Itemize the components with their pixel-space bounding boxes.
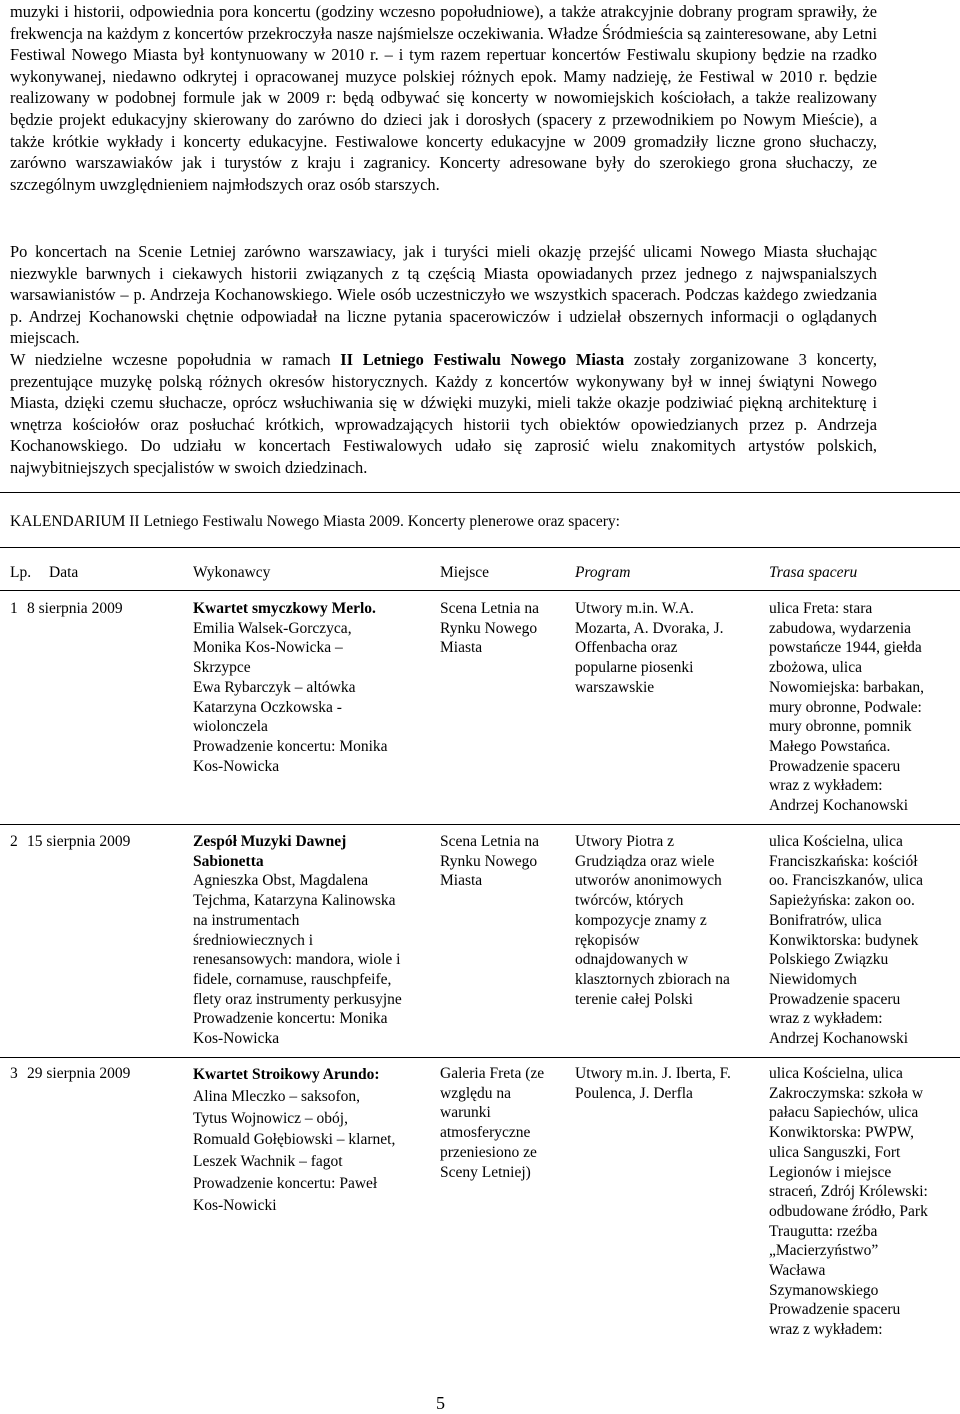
route-line: ulica Kościelna, ulica xyxy=(769,1065,903,1082)
route-line: wraz z wykładem: xyxy=(769,1010,883,1028)
place-line: Scena Letnia na xyxy=(440,833,539,850)
route-line: Andrzej Kochanowski xyxy=(769,797,909,815)
route-line: ulica Kościelna, ulica xyxy=(769,833,903,850)
route-line: ulica Freta: stara xyxy=(769,600,873,617)
route-line: Zakroczymska: szkoła w xyxy=(769,1084,924,1102)
performer-line: flety oraz instrumenty perkusyjne xyxy=(193,990,402,1008)
paragraph-concerts-start: W niedzielne wczesne popołudnia w ramach xyxy=(10,350,341,369)
route-line: oo. Franciszkanów, ulica xyxy=(769,872,923,890)
place-line: Scena Letnia na xyxy=(440,600,539,617)
performer-line: Emilia Walsek-Gorczyca, xyxy=(193,619,352,637)
header-program: Program xyxy=(575,564,631,581)
program-line: Mozarta, A. Dvoraka, J. xyxy=(575,619,724,637)
row-performers xyxy=(193,599,423,776)
performer-line: renesansowych: mandora, wiole i xyxy=(193,951,401,969)
performer-line: Katarzyna Oczkowska - xyxy=(193,698,342,716)
route-line: odbudowane źródło, Park xyxy=(769,1202,928,1220)
performer-line: wiolonczela xyxy=(193,718,268,736)
row-place xyxy=(440,832,565,891)
place-line: Rynku Nowego xyxy=(440,852,538,870)
performer-line: Prowadzenie koncertu: Monika xyxy=(193,737,388,755)
route-line: Franciszkańska: kościół xyxy=(769,852,918,870)
program-line: klasztornych zbiorach na xyxy=(575,970,730,988)
performer-line: średniowiecznych i xyxy=(193,931,314,949)
performer-line: Tejchma, Katarzyna Kalinowska xyxy=(193,892,396,910)
performer-line: Kos-Nowicka xyxy=(193,757,280,775)
route-line: zbożowa, ulica xyxy=(769,659,862,677)
route-line: „Macierzyństwo” xyxy=(769,1242,879,1260)
route-line: mury obronne, pomnik xyxy=(769,718,912,736)
header-date: Data xyxy=(49,564,79,581)
route-line: wraz z wykładem: xyxy=(769,1321,883,1339)
performers-title: Zespół Muzyki Dawnej Sabionetta xyxy=(193,833,347,870)
paragraph-concerts xyxy=(10,349,877,479)
route-line: Prowadzenie spaceru xyxy=(769,990,901,1008)
performer-line: Tytus Wojnowicz – obój, xyxy=(193,1109,348,1127)
place-line: Miasta xyxy=(440,639,483,657)
performer-line: Romuald Gołębiowski – klarnet, xyxy=(193,1131,396,1149)
table-header-divider xyxy=(0,590,960,591)
place-line: atmosferyczne xyxy=(440,1124,531,1142)
header-performers: Wykonawcy xyxy=(193,564,271,581)
program-line: terenie całej Polski xyxy=(575,990,693,1008)
row-route xyxy=(769,832,954,1049)
route-line: Szymanowskiego xyxy=(769,1281,879,1299)
route-line: Nowomiejska: barbakan, xyxy=(769,678,924,696)
row-date: 8 sierpnia 2009 xyxy=(27,600,123,617)
route-line: Prowadzenie spaceru xyxy=(769,757,901,775)
place-line: przeniesiono ze xyxy=(440,1143,537,1161)
table-row-divider-2 xyxy=(0,1057,960,1058)
festival-name-bold: II Letniego Festiwalu Nowego Miasta xyxy=(340,350,625,369)
program-line: rękopisów xyxy=(575,931,640,949)
route-line: Konwiktorska: PWPW, xyxy=(769,1124,914,1142)
paragraph-concerts-rest: zostały zorganizowane 3 koncerty, prezentujące muzykę polską różnych okresów historycznych. Każdy z koncertów wykonywany był w innej świątyni Nowego Miasta, dzięki czemu słuchacze, oprócz wsłuchiwania się w dźwięki muzyki, mieli także okazje podziwiać piękną architekturę i wnętrza kościołów oraz posłuchać krótkich, wprowadzających historii tych obiektów opowiedzianych przez p. Andrzeja Kochanowskiego. Do udziału w koncertach Festiwalowych udało się zaprosić wielu znakomitych artystów polskich, najwybitniejszych specjalistów w swoich dziedzinach. xyxy=(10,350,877,477)
program-line: Grudziądza oraz wiele xyxy=(575,852,715,870)
route-line: Prowadzenie spaceru xyxy=(769,1301,901,1319)
row-route xyxy=(769,599,954,816)
row-date: 15 sierpnia 2009 xyxy=(27,833,131,850)
row-program xyxy=(575,832,760,1009)
header-route: Trasa spaceru xyxy=(769,564,858,581)
row-date: 29 sierpnia 2009 xyxy=(27,1065,131,1082)
program-line: warszawskie xyxy=(575,678,655,696)
row-lp: 2 xyxy=(10,833,18,850)
program-line: utworów anonimowych xyxy=(575,872,722,890)
performer-line: Monika Kos-Nowicka – xyxy=(193,639,343,657)
table-top-border xyxy=(0,492,960,493)
route-line: Sapieżyńska: zakon oo. xyxy=(769,892,915,910)
place-line: Galeria Freta (ze xyxy=(440,1065,545,1082)
row-place xyxy=(440,599,565,658)
route-line: Małego Powstańca. xyxy=(769,737,891,755)
program-line: Utwory m.in. J. Iberta, F. xyxy=(575,1065,731,1082)
row-program xyxy=(575,1064,760,1103)
route-line: straceń, Zdrój Królewski: xyxy=(769,1183,928,1201)
table-row-divider-1 xyxy=(0,824,960,825)
performer-line: Kos-Nowicki xyxy=(193,1196,277,1214)
route-line: Traugutta: rzeźba xyxy=(769,1222,878,1240)
calendar-title: KALENDARIUM II Letniego Festiwalu Nowego Miasta 2009. Koncerty plenerowe oraz spacery: xyxy=(10,513,620,530)
program-line: Poulenca, J. Derfla xyxy=(575,1084,693,1102)
place-line: Sceny Letniej) xyxy=(440,1163,531,1181)
row-program xyxy=(575,599,760,698)
row-place xyxy=(440,1064,565,1182)
paragraph-walks: Po koncertach na Scenie Letniej zarówno warszawiacy, jak i turyści mieli okazję przejść ulicami Nowego Miasta słuchając niezwykle barwnych i ciekawych historii związanych z tą częścią Miasta opowiadanych przez jednego z najwspanialszych warsawianistów – p. Andrzeja Kochanowskiego. Wiele osób uczestniczyło we wszystkich spacerach. Podczas każdego zwiedzania p. Andrzej Kochanowski chętnie odpowiadał na liczne pytania spacerowiczów i udzielał obszernych informacji o oglądanych miejscach. xyxy=(10,242,877,348)
performer-line: Agnieszka Obst, Magdalena xyxy=(193,872,369,890)
program-line: popularne piosenki xyxy=(575,659,694,677)
performer-line: Alina Mleczko – saksofon, xyxy=(193,1087,361,1105)
program-line: odnajdowanych w xyxy=(575,951,689,969)
place-line: warunki xyxy=(440,1104,491,1122)
performer-line: Prowadzenie koncertu: Paweł xyxy=(193,1174,378,1192)
route-line: Polskiego Związku xyxy=(769,951,889,969)
row-lp: 3 xyxy=(10,1065,18,1082)
program-line: Utwory m.in. W.A. xyxy=(575,600,694,617)
page-number: 5 xyxy=(436,1393,445,1413)
performer-line: Leszek Wachnik – fagot xyxy=(193,1153,343,1171)
performers-title: Kwartet Stroikowy Arundo: xyxy=(193,1066,380,1083)
route-line: Niewidomych xyxy=(769,970,857,988)
route-line: mury obronne, Podwale: xyxy=(769,698,922,716)
program-line: kompozycje znamy z xyxy=(575,911,707,929)
route-line: ulica Sanguszki, Fort xyxy=(769,1143,901,1161)
performer-line: Ewa Rybarczyk – altówka xyxy=(193,678,356,696)
header-place: Miejsce xyxy=(440,564,490,581)
route-line: wraz z wykładem: xyxy=(769,777,883,795)
route-line: Bonifratrów, ulica xyxy=(769,911,882,929)
row-performers xyxy=(193,1064,428,1217)
route-line: Andrzej Kochanowski xyxy=(769,1030,909,1048)
route-line: powstańcze 1944, giełda xyxy=(769,639,922,657)
performers-title: Kwartet smyczkowy Merlo. xyxy=(193,600,376,617)
performer-line: fidele, cornamuse, rauschpfeife, xyxy=(193,970,392,988)
route-line: zabudowa, wydarzenia xyxy=(769,619,912,637)
row-route xyxy=(769,1064,954,1340)
performer-line: na instrumentach xyxy=(193,911,300,929)
route-line: Konwiktorska: budynek xyxy=(769,931,919,949)
place-line: względu na xyxy=(440,1084,512,1102)
row-performers xyxy=(193,832,418,1049)
performer-line: Prowadzenie koncertu: Monika xyxy=(193,1010,388,1028)
table-title-divider xyxy=(0,547,960,548)
row-lp: 1 xyxy=(10,600,18,617)
paragraph-festival-continuation: muzyki i historii, odpowiednia pora koncertu (godziny wczesno popołudniowe), a także atrakcyjnie dobrany program sprawiły, że frekwencja na każdym z koncertów przekroczyła nasze najśmielsze oczekiwania. Władze Śródmieścia są zainteresowane, aby Letni Festiwal Nowego Miasta był kontynuowany w 2010 r. – i tym razem repertuar koncertów Festiwalu skupiony będzie na rzadko wykonywanej, niedawno odkrytej i opracowanej muzyce polskiej różnych epok. Mamy nadzieję, że Festiwal w 2010 r. będzie realizowany w podobnej formule jak w 2009 r: będą odbywać się koncerty w nowomiejskich kościołach, a także realizowany będzie projekt edukacyjny skierowany do zarówno do dzieci jak i dorosłych (spacery z przewodnikiem po Nowym Mieście), a także krótkie wykłady i koncerty edukacyjne. Festiwalowe koncerty edukacyjne w 2009 gromadziły liczne grono słuchaczy, zarówno warszawiaków jak i turystów z kraju i zagranicy. Koncerty adresowane były do szerokiego grona słuchaczy, ze szczególnym uwzględnieniem najmłodszych oraz osób starszych. xyxy=(10,2,877,194)
program-line: Offenbacha oraz xyxy=(575,639,678,657)
program-line: Utwory Piotra z xyxy=(575,833,675,850)
route-line: Wacława xyxy=(769,1262,826,1280)
route-line: Legionów i miejsce xyxy=(769,1163,892,1181)
program-line: twórców, których xyxy=(575,892,684,910)
route-line: pałacu Sapiechów, ulica xyxy=(769,1104,919,1122)
place-line: Rynku Nowego xyxy=(440,619,538,637)
performer-line: Kos-Nowicka xyxy=(193,1030,280,1048)
performer-line: Skrzypce xyxy=(193,659,251,677)
header-lp: Lp. xyxy=(10,564,32,581)
place-line: Miasta xyxy=(440,872,483,890)
